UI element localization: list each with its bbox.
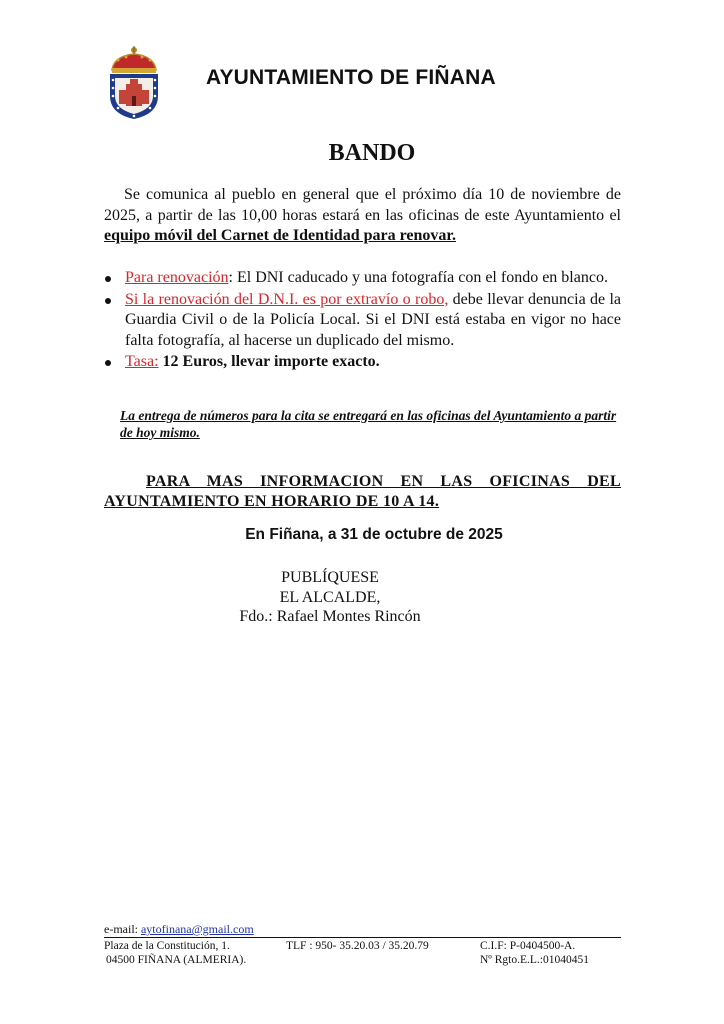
footer-email	[104, 922, 254, 937]
footer-address-line1: Plaza de la Constitución, 1.	[104, 940, 230, 952]
list-item	[104, 352, 621, 373]
list-item-text: El DNI caducado y una fotografía con el fondo en blanco.	[232, 269, 608, 286]
place-date-text: En Fiñana, a 31 de octubre de 2025	[245, 526, 503, 543]
footer-divider	[104, 937, 621, 938]
list-item-bold-text: 12 Euros, llevar importe exacto.	[162, 353, 380, 370]
email-link[interactable]: aytofinana@gmail.com	[140, 922, 254, 936]
document-title-text: BANDO	[328, 140, 416, 166]
signature-block	[230, 568, 430, 627]
intro-paragraph	[104, 185, 621, 247]
bullet-icon	[105, 360, 111, 366]
list-item-label: Si la renovación del D.N.I. es por extravío o robo,	[125, 290, 449, 308]
bullet-icon	[105, 298, 111, 304]
list-item-text: debe llevar denuncia de la Guardia Civil o de la Policía Local. Si el DNI está estaba en vigor no hace falta fotografía, al hacerse un duplicado del mismo.	[125, 290, 621, 349]
footer-registry: Nº Rgto.E.L.:01040451	[480, 954, 589, 966]
appointment-notice: La entrega de números para la cita se entregará en las oficinas del Ayuntamiento a partir de hoy mismo.	[120, 408, 617, 440]
organization-name: AYUNTAMIENTO DE FIÑANA	[206, 66, 496, 89]
footer-cif: C.I.F: P-0404500-A.	[480, 940, 576, 952]
more-info-notice: PARA MAS INFORMACION EN LAS OFICINAS DEL AYUNTAMIENTO EN HORARIO DE 10 A 14.	[104, 473, 621, 510]
intro-emphasis: equipo móvil del Carnet de Identidad para renovar.	[104, 227, 457, 244]
list-item-separator: :	[228, 269, 233, 286]
signature-role: EL ALCALDE,	[279, 588, 381, 606]
coat-of-arms-icon	[104, 44, 164, 120]
list-item	[104, 268, 621, 289]
bullet-icon	[105, 276, 111, 282]
email-label: e-mail:	[104, 922, 141, 936]
list-item-label: Tasa:	[125, 353, 159, 370]
requirements-list	[104, 268, 621, 374]
list-item-label: Para renovación	[125, 269, 229, 286]
document-title	[0, 140, 724, 167]
list-item	[104, 290, 621, 352]
place-date	[0, 526, 724, 544]
intro-text: Se comunica al pueblo en general que el próximo día 10 de noviembre de 2025, a partir de las 10,00 horas estará en las oficinas de este Ayuntamiento el	[104, 186, 621, 224]
signature-name: Fdo.: Rafael Montes Rincón	[239, 608, 421, 625]
footer-phone: TLF : 950- 35.20.03 / 35.20.79	[286, 940, 429, 952]
signature-publish: PUBLÍQUESE	[281, 569, 379, 586]
footer-address-line2: 04500 FIÑANA (ALMERIA).	[106, 954, 247, 966]
